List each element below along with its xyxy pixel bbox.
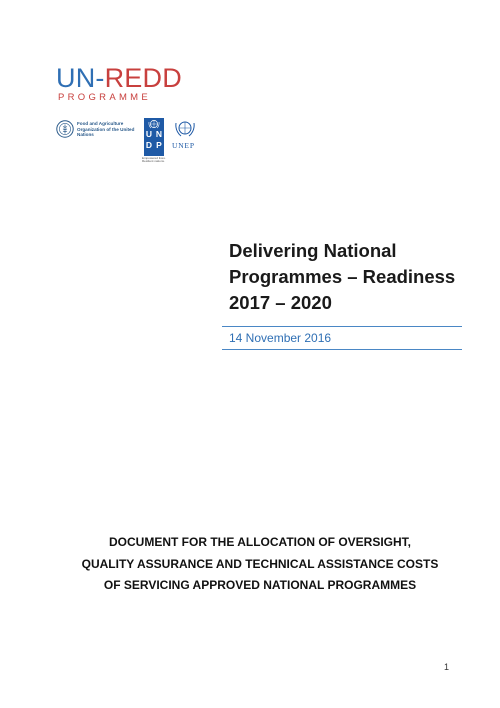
divider-top (222, 326, 462, 327)
logo-wordmark (56, 64, 182, 92)
document-title (229, 238, 469, 316)
title-line: Delivering National (229, 240, 397, 261)
divider-bottom (222, 349, 462, 350)
partner-logos (56, 118, 206, 164)
document-subtitle (60, 532, 460, 597)
page-number: 1 (444, 662, 450, 672)
un-redd-logo (56, 64, 206, 164)
undp-caption: Empowered lives. Resilient nations. (142, 156, 166, 164)
title-line: 2017 – 2020 (229, 292, 332, 313)
undp-letter: U (145, 129, 153, 139)
logo-un-text: UN- (56, 63, 105, 93)
title-line: Programmes – Readiness (229, 266, 456, 287)
subtitle-line: QUALITY ASSURANCE AND TECHNICAL ASSISTANCE COSTS (81, 556, 439, 571)
logo-programme-text: PROGRAMME (58, 92, 152, 103)
undp-letter: N (155, 129, 163, 139)
unep-emblem-icon (173, 119, 197, 139)
un-emblem-icon (148, 119, 160, 129)
fao-emblem-icon (56, 120, 74, 138)
undp-letter: P (156, 140, 162, 150)
undp-letters (144, 129, 164, 151)
subtitle-line: DOCUMENT FOR THE ALLOCATION OF OVERSIGHT, (109, 535, 411, 549)
subtitle-line: OF SERVICING APPROVED NATIONAL PROGRAMMES (103, 578, 417, 592)
undp-letter: D (145, 140, 153, 150)
fao-name: Food and Agriculture Organization of the United Nations (77, 121, 135, 138)
unep-text: UNEP (172, 141, 195, 150)
logo-redd-text: REDD (104, 63, 182, 93)
document-date: 14 November 2016 (229, 331, 332, 345)
undp-logo (144, 118, 164, 156)
